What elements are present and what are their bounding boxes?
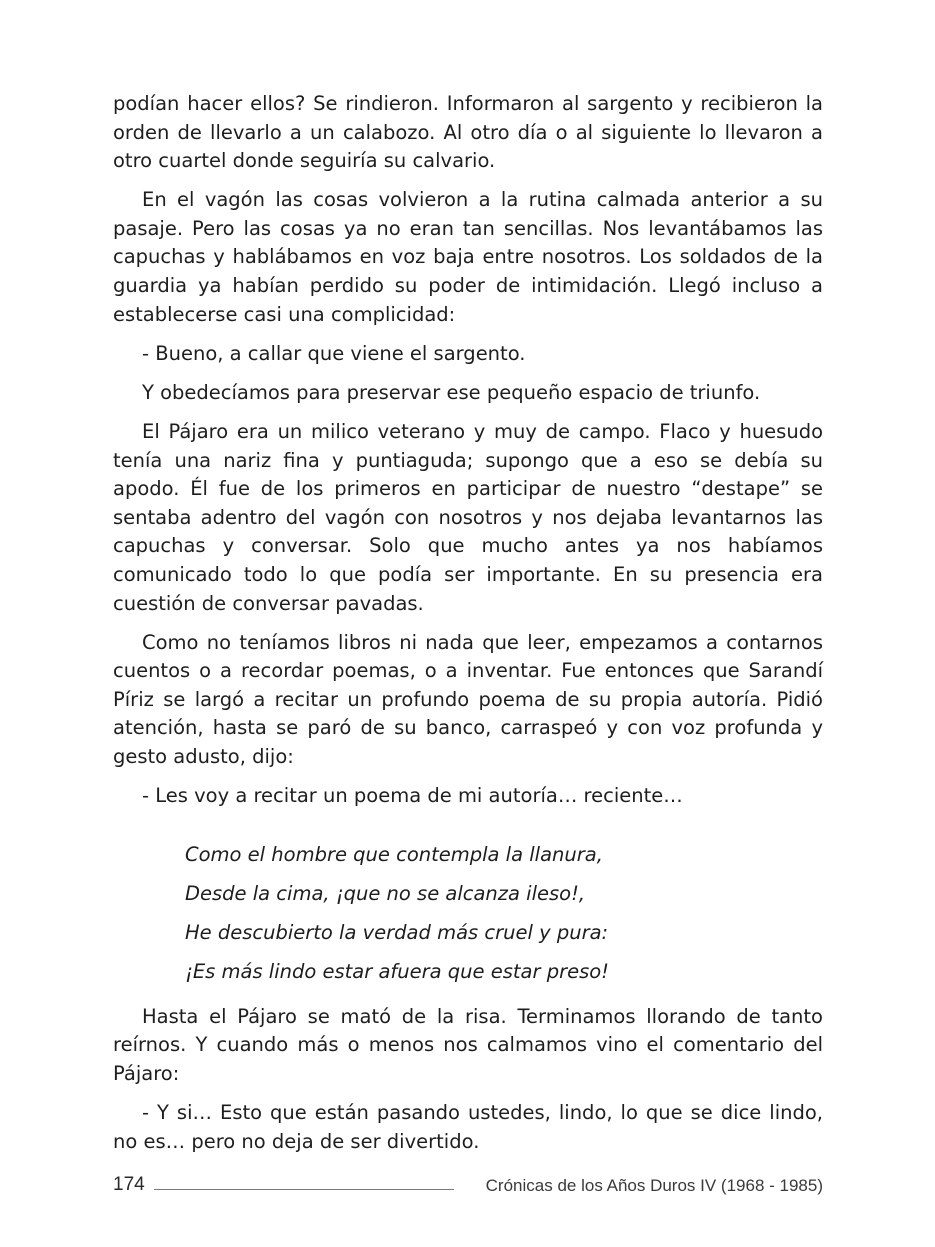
page-footer	[113, 1174, 823, 1200]
paragraph: - Y si… Esto que están pasando ustedes, lindo, lo que se dice lindo, no es… pero no deja de ser divertido.	[113, 1100, 823, 1153]
paragraph: Y obedecíamos para preservar ese pequeño espacio de triunfo.	[142, 380, 761, 404]
running-title: Crónicas de los Años Duros IV (1968 - 1985)	[485, 1176, 823, 1195]
paragraph: - Les voy a recitar un poema de mi autoría… reciente…	[142, 784, 683, 808]
poem-verse: ¡Es más lindo estar afuera que estar preso!	[185, 959, 610, 983]
page-body	[113, 90, 823, 1167]
poem-verse: Desde la cima, ¡que no se alcanza ileso!,	[185, 881, 586, 905]
paragraph: El Pájaro era un milico veterano y muy de campo. Flaco y huesudo tenía una nariz fina y puntiaguda; supongo que a eso se debía su apodo. Él fue de los primeros en participar de nuestro “destape” se sentaba adentro del vagón con nosotros y nos dejaba levantarnos las capuchas y conversar. Solo que mucho antes ya nos habíamos comunicado todo lo que podía ser importante. En su presencia era cuestión de conversar pavadas.	[113, 419, 823, 615]
page-number: 174	[113, 1174, 145, 1195]
paragraph: - Bueno, a callar que viene el sargento.	[142, 341, 526, 365]
paragraph: En el vagón las cosas volvieron a la rutina calmada anterior a su pasaje. Pero las cosas ya no eran tan sencillas. Nos levantábamos las capuchas y hablábamos en voz baja entre nosotros. Los soldados de la guardia ya habían perdido su poder de intimidación. Llegó incluso a establecerse casi una complicidad:	[113, 188, 823, 326]
paragraph: Como no teníamos libros ni nada que leer, empezamos a contarnos cuentos o a recordar poemas, o a inventar. Fue entonces que Sarandí Píriz se largó a recitar un profundo poema de su propia autoría. Pidió atención, hasta se paró de su banco, carraspeó y con voz profunda y gesto adusto, dijo:	[113, 630, 823, 768]
footer-divider	[154, 1189, 454, 1190]
paragraph: Hasta el Pájaro se mató de la risa. Terminamos llorando de tanto reírnos. Y cuando más o menos nos calmamos vino el comentario del Pájaro:	[113, 1004, 823, 1085]
poem-verse: Como el hombre que contempla la llanura,	[185, 842, 603, 866]
poem-verse: He descubierto la verdad más cruel y pura:	[185, 920, 609, 944]
paragraph: podían hacer ellos? Se rindieron. Informaron al sargento y recibieron la orden de llevarlo a un calabozo. Al otro día o al siguiente lo llevaron a otro cuartel donde seguiría su calvario.	[113, 92, 823, 173]
poem	[185, 841, 823, 986]
